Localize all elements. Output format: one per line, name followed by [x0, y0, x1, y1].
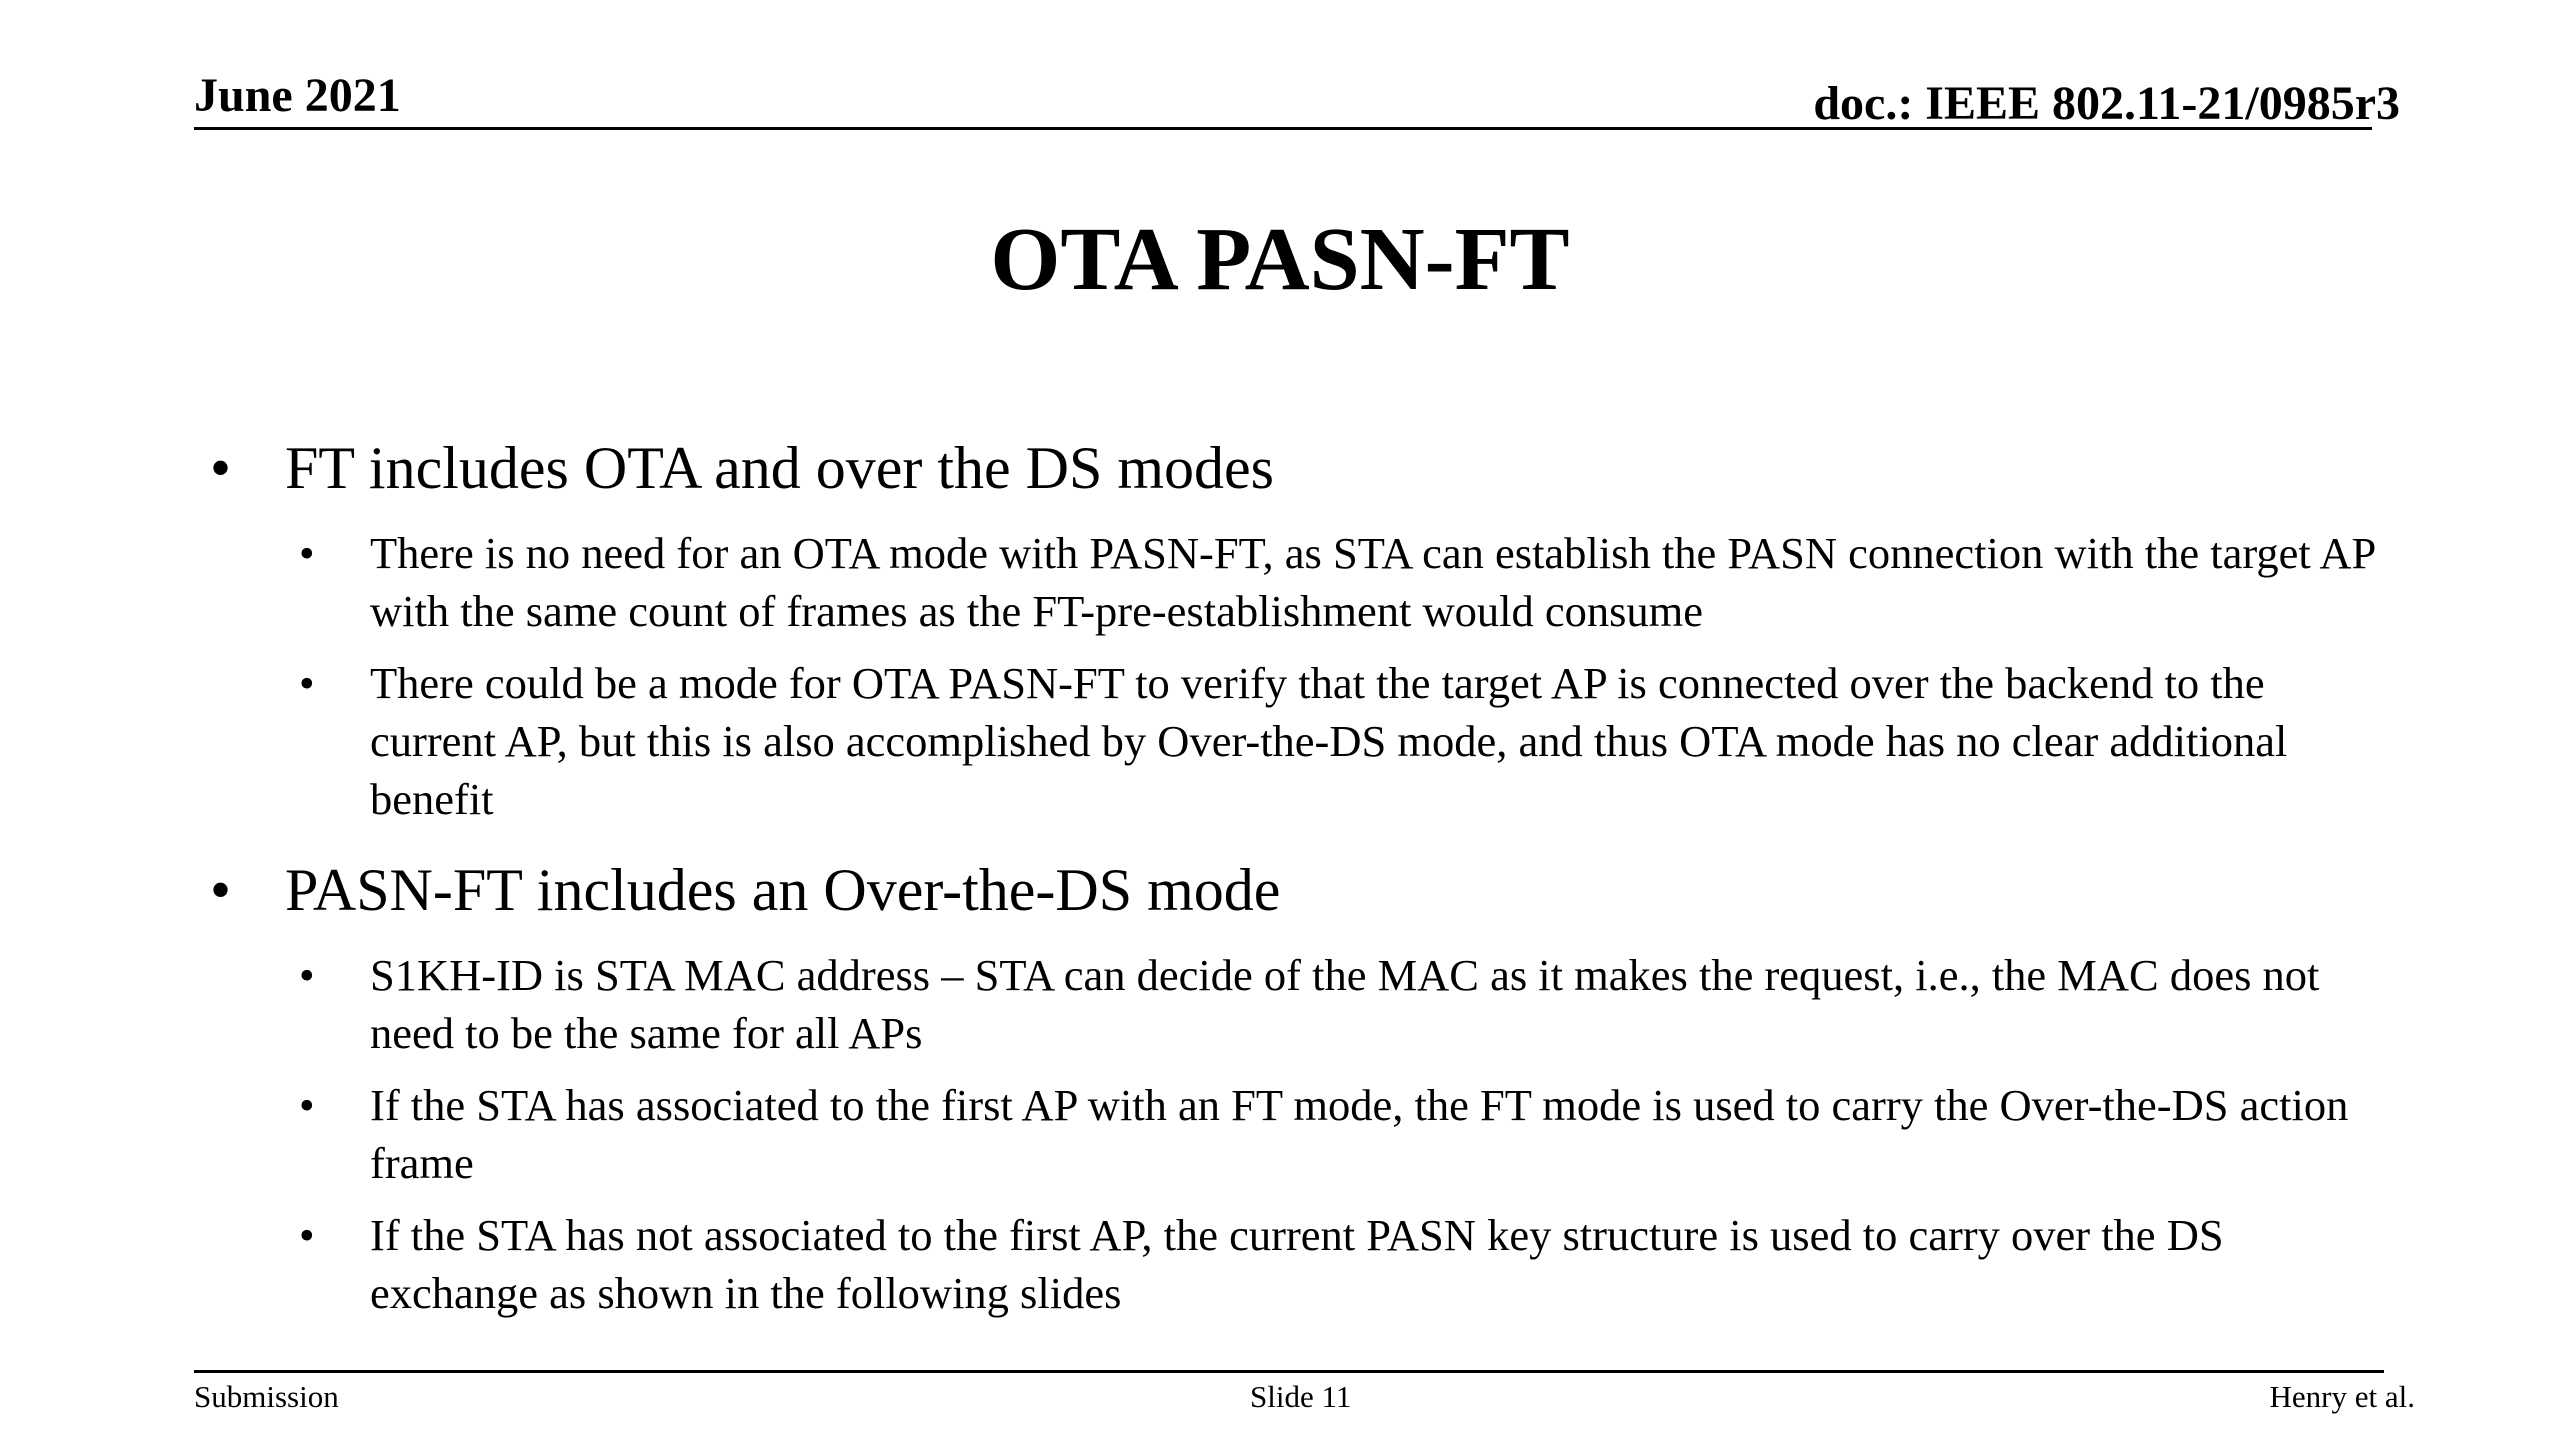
bullet-item — [210, 432, 2380, 828]
footer-submission: Submission — [194, 1379, 339, 1414]
header-divider — [194, 127, 2372, 130]
sub-bullet-item — [285, 524, 2380, 640]
sub-bullet-glyph: • — [299, 1210, 315, 1260]
sub-bullet-item — [285, 946, 2380, 1062]
sub-bullet-glyph: • — [299, 658, 315, 708]
sub-bullet-item — [285, 654, 2380, 828]
sub-bullet-item — [285, 1206, 2380, 1322]
bullet-glyph: • — [210, 857, 232, 923]
bullet-text: PASN-FT includes an Over-the-DS mode — [285, 857, 1281, 923]
sub-bullet-glyph: • — [299, 950, 315, 1000]
sub-bullet-list — [285, 946, 2380, 1322]
header-doc-id: doc.: IEEE 802.11-21/0985r3 — [1813, 77, 2400, 130]
sub-bullet-text: S1KH-ID is STA MAC address – STA can decide of the MAC as it makes the request, i.e., the MAC does not need to be the same for all APs — [370, 950, 2320, 1058]
sub-bullet-item — [285, 1076, 2380, 1192]
sub-bullet-text: There is no need for an OTA mode with PASN-FT, as STA can establish the PASN connection with the target AP with the same count of frames as the FT-pre-establishment would consume — [370, 528, 2375, 636]
bullet-glyph: • — [210, 435, 232, 501]
header-date: June 2021 — [194, 69, 401, 122]
footer-authors: Henry et al. — [2269, 1379, 2415, 1414]
bullet-list — [210, 432, 2380, 1322]
sub-bullet-text: There could be a mode for OTA PASN-FT to verify that the target AP is connected over the backend to the current AP, but this is also accomplished by Over-the-DS mode, and thus OTA mode has no clear additional benefit — [370, 658, 2288, 824]
slide-title: OTA PASN-FT — [990, 210, 1570, 309]
sub-bullet-glyph: • — [299, 1080, 315, 1130]
slide-body — [210, 432, 2380, 1348]
sub-bullet-text: If the STA has associated to the first AP with an FT mode, the FT mode is used to carry the Over-the-DS action frame — [370, 1080, 2349, 1188]
bullet-text: FT includes OTA and over the DS modes — [285, 435, 1274, 501]
footer-slide-number: Slide 11 — [1250, 1379, 1352, 1414]
sub-bullet-list — [285, 524, 2380, 828]
sub-bullet-text: If the STA has not associated to the first AP, the current PASN key structure is used to carry over the DS exchange as shown in the following slides — [370, 1210, 2224, 1318]
bullet-item — [210, 854, 2380, 1322]
footer-divider — [194, 1370, 2384, 1373]
sub-bullet-glyph: • — [299, 528, 315, 578]
